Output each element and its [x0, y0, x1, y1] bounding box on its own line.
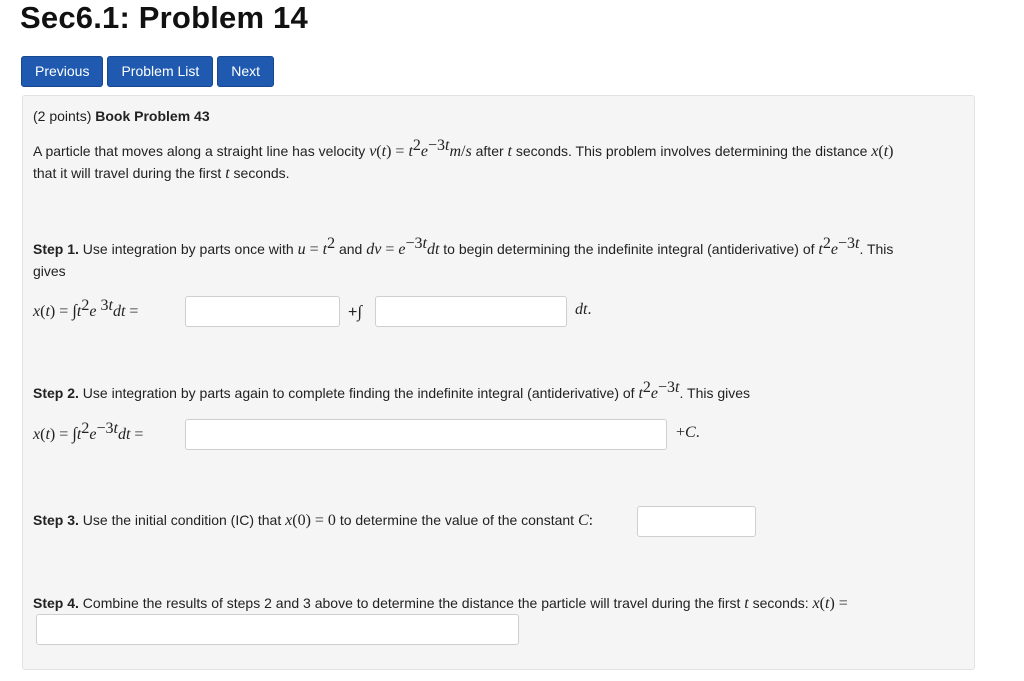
- step-4-text: Step 4. Combine the results of steps 2 and 3 above to determine the distance the particle will travel during the first t seconds: x(t) =: [33, 595, 848, 612]
- problem-book-ref: Book Problem 43: [95, 108, 210, 124]
- step-text: Use integration by parts once with: [82, 241, 294, 257]
- step-text: Use the initial condition (IC) that: [82, 512, 282, 528]
- step-text: . This gives: [679, 385, 751, 401]
- previous-button[interactable]: Previous: [21, 56, 103, 87]
- problem-points: (2 points): [33, 108, 92, 124]
- step-1-equation: $x(t) = \int t^2e$ $^{3t}$dt =: [33, 297, 139, 320]
- problem-navigation: [21, 56, 274, 87]
- step-text: Use integration by parts again to complete finding the indefinite integral (antiderivative) of: [82, 385, 635, 401]
- step-2-label: Step 2.: [33, 385, 79, 401]
- problem-intro-line-1: A particle that moves along a straight line has velocity $v(t) = t^2e^{-3t}m/s$ after t seconds. This problem involves determining the distance x(t): [33, 137, 894, 160]
- step-1-dt: dt.: [575, 301, 592, 318]
- intro-text: seconds.: [233, 165, 290, 181]
- plus-sign: +: [348, 304, 358, 321]
- next-button[interactable]: Next: [217, 56, 274, 87]
- step-2-equation: $x(t) = \int t^2e^{-3t}dt$ =: [33, 420, 144, 443]
- step-1-text: Step 1. Use integration by parts once with $u = t^2$ and dv = $e^{-3t}dt$ to begin determining the indefinite integral (antiderivative) of $t^2e^{-3t}$. This: [33, 235, 894, 258]
- distance-symbol: x: [871, 143, 879, 160]
- intro-text: after: [475, 143, 504, 159]
- step-2-constant: +C.: [676, 424, 700, 441]
- step-3-input[interactable]: [637, 506, 756, 537]
- intro-text: seconds. This problem involves determining the distance: [515, 143, 868, 159]
- problem-list-button[interactable]: Problem List: [107, 56, 213, 87]
- problem-panel: [22, 95, 975, 670]
- step-text: gives: [33, 263, 66, 279]
- intro-text: A particle that moves along a straight line has velocity: [33, 143, 366, 159]
- step-text: to determine the value of the constant: [339, 512, 575, 528]
- step-text: seconds:: [752, 595, 809, 611]
- step-3-text: Step 3. Use the initial condition (IC) that x(0) = 0 to determine the value of the constant C:: [33, 512, 594, 529]
- step-1-text-cont: [33, 261, 66, 282]
- step-text: and: [338, 241, 363, 257]
- problem-intro-line-2: that it will travel during the first t seconds.: [33, 165, 290, 182]
- step-text: Combine the results of steps 2 and 3 above to determine the distance the particle will travel during the first: [82, 595, 741, 611]
- page-title: Sec6.1: Problem 14: [20, 0, 308, 35]
- step-1-label: Step 1.: [33, 241, 79, 257]
- step-1-input-2[interactable]: [375, 296, 567, 327]
- step-4-label: Step 4.: [33, 595, 79, 611]
- step-4-input[interactable]: [36, 614, 519, 645]
- intro-text: that it will travel during the first: [33, 165, 222, 181]
- step-text: to begin determining the indefinite integral (antiderivative) of: [443, 241, 815, 257]
- step-2-input[interactable]: [185, 419, 667, 450]
- step-text: . This: [859, 241, 894, 257]
- step-1-input-1[interactable]: [185, 296, 340, 327]
- velocity-formula: v: [369, 143, 377, 160]
- step-3-label: Step 3.: [33, 512, 79, 528]
- step-1-plus-integral: +∫: [348, 302, 363, 321]
- step-2-text: Step 2. Use integration by parts again to complete finding the indefinite integral (antiderivative) of $t^2e^{-3t}$. This gives: [33, 379, 751, 402]
- problem-header: [33, 106, 210, 127]
